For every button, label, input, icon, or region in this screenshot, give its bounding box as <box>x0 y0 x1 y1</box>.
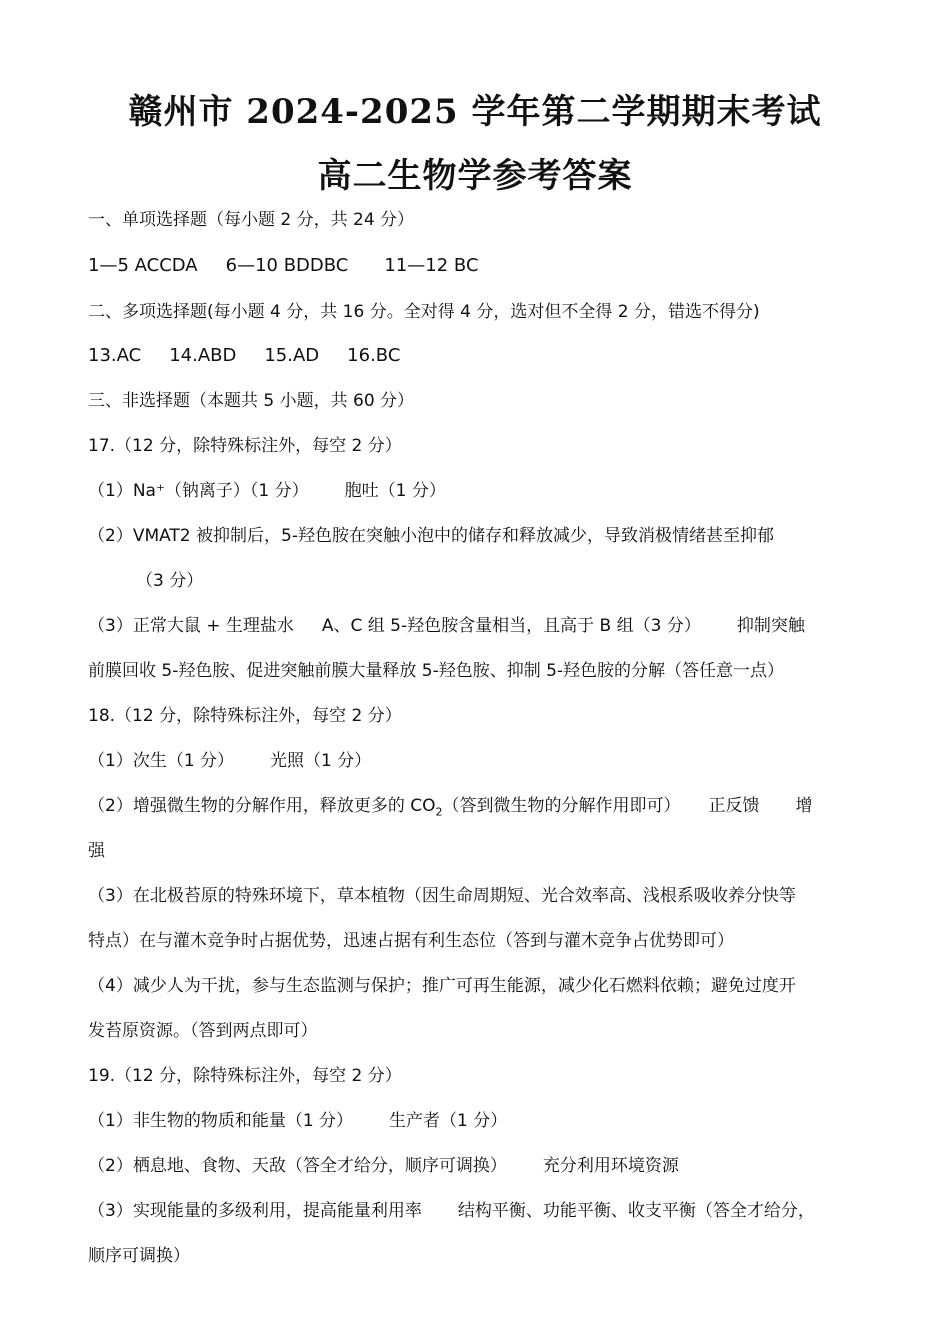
page-title: 赣州市 2024-2025 学年第二学期期末考试 <box>128 92 822 132</box>
answer-group: 1—5 ACCDA <box>88 255 198 276</box>
q17-part1 <box>88 479 446 503</box>
answer-group: 6—10 BDDBC <box>225 255 349 276</box>
answer-text: 抑制突触 <box>736 616 805 636</box>
answer-text: 光照（1 分） <box>270 751 372 771</box>
answer-group: 14.ABD <box>169 345 237 366</box>
q17-part3-line1 <box>88 614 805 638</box>
q18-part2-line2: 强 <box>88 841 105 861</box>
q17-part2-line2: （3 分） <box>136 571 204 591</box>
answer-text: 充分利用环境资源 <box>542 1156 679 1176</box>
answer-group: 15.AD <box>264 345 320 366</box>
q18-part4-line2: 发苔原资源。（答到两点即可） <box>88 1021 318 1041</box>
answer-text: （1）非生物的物质和能量（1 分） <box>88 1111 354 1131</box>
answer-text: 结构平衡、功能平衡、收支平衡（答全才给分， <box>457 1201 815 1221</box>
q18-part2-line1 <box>88 794 812 824</box>
q19-heading: 19.（12 分，除特殊标注外，每空 2 分） <box>88 1066 402 1086</box>
q19-part3-line1 <box>88 1199 815 1223</box>
answer-group: 16.BC <box>347 345 401 366</box>
section1-heading: 一、单项选择题（每小题 2 分，共 24 分） <box>88 210 415 230</box>
answer-text: 生产者（1 分） <box>389 1111 508 1131</box>
q17-part3-line2: 前膜回收 5-羟色胺、促进突触前膜大量释放 5-羟色胺、抑制 5-羟色胺的分解（答任意一点） <box>88 661 785 681</box>
answer-text: 正反馈 <box>708 796 760 816</box>
section2-answers <box>88 344 400 368</box>
answer-group: 13.AC <box>88 345 142 366</box>
answer-text: 胞吐（1 分） <box>344 481 446 501</box>
q18-part4-line1: （4）减少人为干扰，参与生态监测与保护；推广可再生能源，减少化石燃料依赖；避免过度开 <box>88 976 796 996</box>
answer-text: （答到微生物的分解作用即可） <box>442 796 681 816</box>
q18-part3-line2: 特点）在与灌木竞争时占据优势，迅速占据有利生态位（答到与灌木竞争占优势即可） <box>88 931 734 951</box>
q18-part3-line1: （3）在北极苔原的特殊环境下，草本植物（因生命周期短、光合效率高、浅根系吸收养分快等 <box>88 886 796 906</box>
q18-part1 <box>88 749 371 773</box>
answer-text: （3）实现能量的多级利用，提高能量利用率 <box>88 1201 422 1221</box>
section3-heading: 三、非选择题（本题共 5 小题，共 60 分） <box>88 391 415 411</box>
q17-part2-line1: （2）VMAT2 被抑制后，5-羟色胺在突触小泡中的储存和释放减少，导致消极情绪甚至抑郁 <box>88 526 774 546</box>
subscript: 2 <box>435 805 443 819</box>
q19-part3-line2: 顺序可调换） <box>88 1246 190 1266</box>
answer-text: （3）正常大鼠 + 生理盐水 <box>88 616 294 636</box>
q19-part1 <box>88 1109 507 1133</box>
answer-group: 11—12 BC <box>384 255 479 276</box>
answer-text: （2）栖息地、食物、天敌（答全才给分，顺序可调换） <box>88 1156 507 1176</box>
q18-heading: 18.（12 分，除特殊标注外，每空 2 分） <box>88 706 402 726</box>
answer-text: A、C 组 5-羟色胺含量相当，且高于 B 组（3 分） <box>321 616 701 636</box>
section2-heading: 二、多项选择题(每小题 4 分，共 16 分。全对得 4 分，选对但不全得 2 分，错选不得分) <box>88 302 760 322</box>
page-subtitle: 高二生物学参考答案 <box>317 156 633 196</box>
section1-answers <box>88 254 479 278</box>
answer-text: （2）增强微生物的分解作用，释放更多的 CO <box>88 796 436 816</box>
q17-heading: 17.（12 分，除特殊标注外，每空 2 分） <box>88 436 402 456</box>
answer-text: （1）Na⁺（钠离子）（1 分） <box>88 481 309 501</box>
answer-text: （1）次生（1 分） <box>88 751 235 771</box>
answer-text: 增 <box>795 796 813 816</box>
q19-part2 <box>88 1154 679 1178</box>
